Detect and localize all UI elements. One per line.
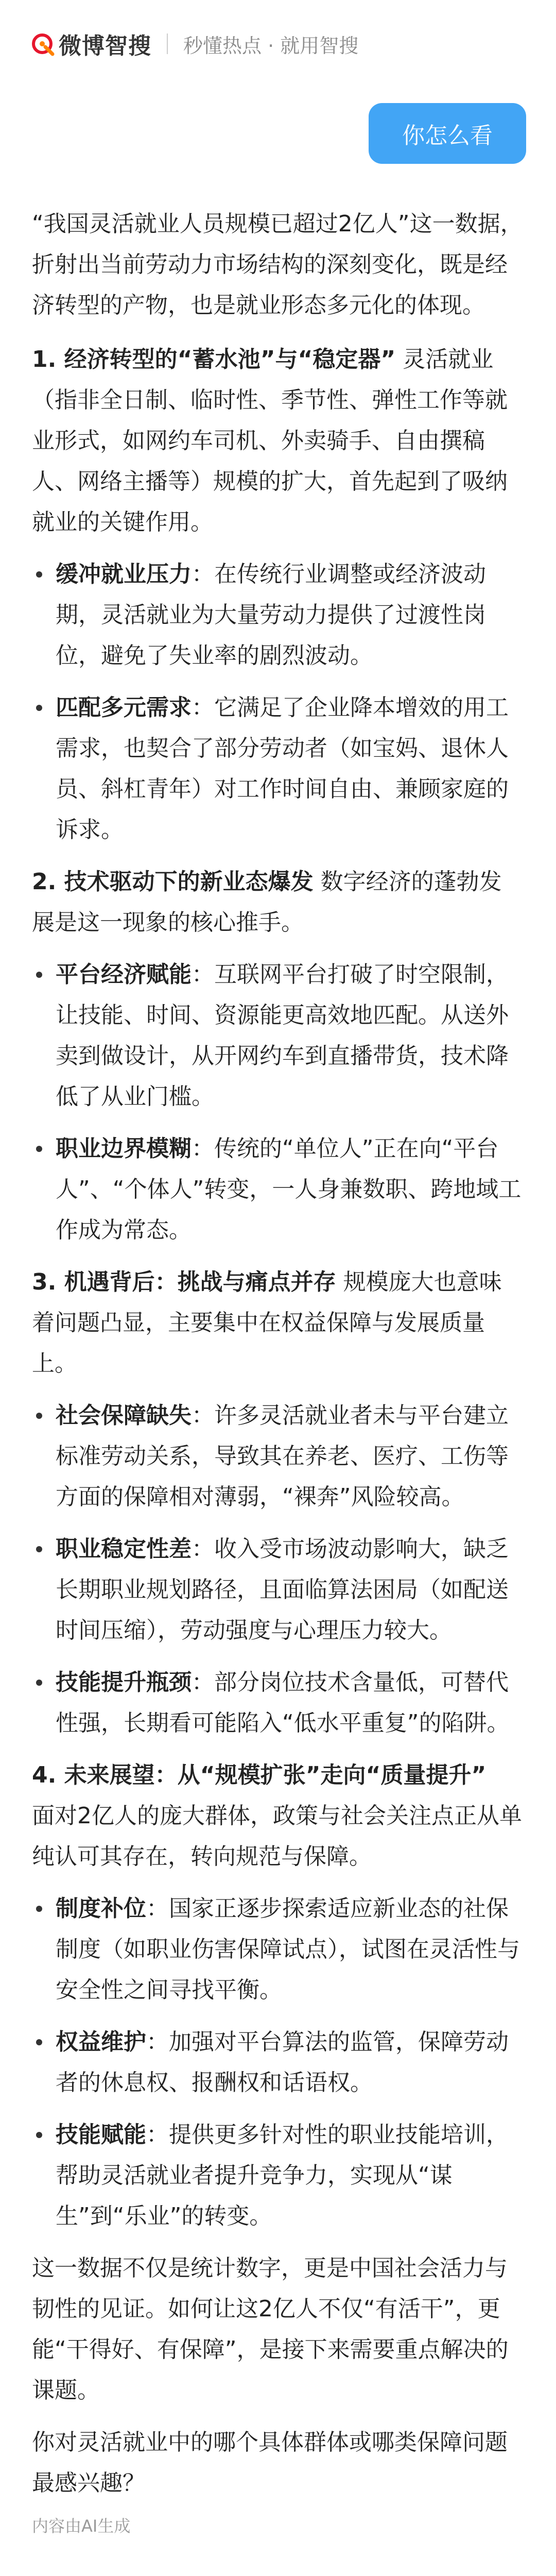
app-header bbox=[0, 0, 556, 88]
bullet-term: 平台经济赋能 bbox=[56, 961, 192, 988]
bullet-dot bbox=[36, 2132, 42, 2138]
bullet-term: 职业稳定性差 bbox=[56, 1536, 192, 1562]
section-body: 灵活就业（指非全日制、临时性、季节性、弹性工作等就业形式，如网约车司机、外卖骑手、自由撰稿人、网络主播等）规模的扩大，首先起到了吸纳就业的关键作用。 bbox=[32, 346, 508, 535]
list-item bbox=[32, 2114, 524, 2236]
answer-follow-up-question: 你对灵活就业中的哪个具体群体或哪类保障问题最感兴趣？ bbox=[32, 2429, 508, 2496]
logo-text: 微博智搜 bbox=[59, 33, 151, 59]
header-divider bbox=[167, 33, 168, 54]
ai-answer bbox=[32, 204, 524, 2538]
bullet-dot bbox=[36, 571, 42, 578]
bullet-term: 匹配多元需求 bbox=[56, 694, 192, 721]
bullet-term: 社会保障缺失 bbox=[56, 1402, 192, 1429]
bullet-text: ：国家正逐步探索适应新业态的社保制度（如职业伤害保障试点），试图在灵活性与安全性之间寻找平衡。 bbox=[56, 1895, 520, 2003]
bullet-term: 技能赋能 bbox=[56, 2122, 146, 2148]
bullet-dot bbox=[36, 1146, 42, 1152]
bullet-text: ：互联网平台打破了时空限制，让技能、时间、资源能更高效地匹配。从送外卖到做设计，从开网约车到直播带货，技术降低了从业门槛。 bbox=[56, 961, 509, 1110]
list-item bbox=[32, 1395, 524, 1517]
weibo-zhisou-logo[interactable] bbox=[30, 27, 151, 60]
section-1 bbox=[32, 339, 524, 543]
bullet-text: ：许多灵活就业者未与平台建立标准劳动关系，导致其在养老、医疗、工伤等方面的保障相对薄弱，“裸奔”风险较高。 bbox=[56, 1402, 509, 1510]
list-item bbox=[32, 954, 524, 1117]
section-3 bbox=[32, 1262, 524, 1384]
bullet-dot bbox=[36, 1413, 42, 1419]
user-query-bubble[interactable]: 你怎么看 bbox=[369, 103, 526, 164]
section-3-bullets bbox=[32, 1395, 524, 1743]
section-4 bbox=[32, 1755, 524, 1877]
section-heading: 1. 经济转型的“蓄水池”与“稳定器” bbox=[32, 346, 396, 372]
bullet-term: 权益维护 bbox=[56, 2029, 146, 2055]
bullet-text: ：在传统行业调整或经济波动期，灵活就业为大量劳动力提供了过渡性岗位，避免了失业率的剧烈波动。 bbox=[56, 561, 486, 669]
answer-conclusion: 这一数据不仅是统计数字，更是中国社会活力与韧性的见证。如何让这2亿人不仅“有活干”，更能“干得好、有保障”，是接下来需要重点解决的课题。 bbox=[32, 2255, 509, 2403]
ai-generated-note: 内容由AI生成 bbox=[32, 2516, 131, 2536]
bullet-term: 制度补位 bbox=[56, 1895, 146, 1922]
bullet-dot bbox=[36, 1680, 42, 1686]
answer-intro: “我国灵活就业人员规模已超过2亿人”这一数据，折射出当前劳动力市场结构的深刻变化，既是经济转型的产物，也是就业形态多元化的体现。 bbox=[32, 211, 523, 318]
logo-icon bbox=[30, 30, 57, 57]
bullet-dot bbox=[36, 1906, 42, 1912]
list-item bbox=[32, 1529, 524, 1651]
header-slogan: 秒懂热点 · 就用智搜 bbox=[183, 34, 359, 57]
bullet-text: ：加强对平台算法的监管，保障劳动者的休息权、报酬权和话语权。 bbox=[56, 2029, 509, 2096]
section-body: 数字经济的蓬勃发展是这一现象的核心推手。 bbox=[32, 869, 502, 936]
bullet-term: 技能提升瓶颈 bbox=[56, 1669, 192, 1696]
section-heading: 2. 技术驱动下的新业态爆发 bbox=[32, 869, 314, 895]
list-item bbox=[32, 1662, 524, 1743]
bullet-dot bbox=[36, 1546, 42, 1552]
bullet-text: ：收入受市场波动影响大，缺乏长期职业规划路径，且面临算法困局（如配送时间压缩），劳动强度与心理压力较大。 bbox=[56, 1536, 509, 1643]
bullet-text: ：提供更多针对性的职业技能培训，帮助灵活就业者提升竞争力，实现从“谋生”到“乐业”的转变。 bbox=[56, 2122, 509, 2229]
bullet-dot bbox=[36, 972, 42, 978]
section-heading: 3. 机遇背后：挑战与痛点并存 bbox=[32, 1269, 336, 1295]
section-body: 面对2亿人的庞大群体，政策与社会关注点正从单纯认可其存在，转向规范与保障。 bbox=[32, 1803, 522, 1870]
bullet-dot bbox=[36, 705, 42, 711]
section-2 bbox=[32, 861, 524, 943]
bullet-text: ：部分岗位技术含量低，可替代性强，长期看可能陷入“低水平重复”的陷阱。 bbox=[56, 1669, 510, 1736]
section-4-bullets bbox=[32, 1888, 524, 2236]
list-item bbox=[32, 554, 524, 676]
list-item bbox=[32, 2022, 524, 2103]
bullet-dot bbox=[36, 2039, 42, 2045]
section-body: 规模庞大也意味着问题凸显，主要集中在权益保障与发展质量上。 bbox=[32, 1269, 502, 1377]
bullet-term: 职业边界模糊 bbox=[56, 1136, 192, 1162]
bullet-text: ：传统的“单位人”正在向“平台人”、“个体人”转变，一人身兼数职、跨地域工作成为常态。 bbox=[56, 1136, 522, 1243]
section-heading: 4. 未来展望：从“规模扩张”走向“质量提升” bbox=[32, 1762, 486, 1788]
section-2-bullets bbox=[32, 954, 524, 1250]
bullet-term: 缓冲就业压力 bbox=[56, 561, 192, 587]
list-item bbox=[32, 1128, 524, 1250]
list-item bbox=[32, 1888, 524, 2010]
list-item bbox=[32, 687, 524, 850]
section-1-bullets bbox=[32, 554, 524, 850]
bullet-text: ：它满足了企业降本增效的用工需求，也契合了部分劳动者（如宝妈、退休人员、斜杠青年）对工作时间自由、兼顾家庭的诉求。 bbox=[56, 694, 509, 843]
